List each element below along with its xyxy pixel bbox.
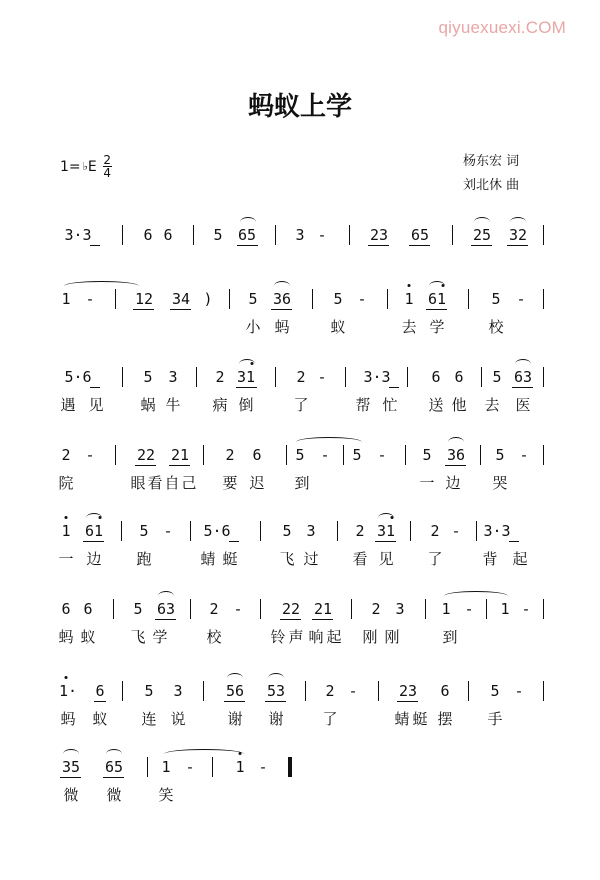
slur: [474, 217, 490, 227]
lyric: 刚: [384, 628, 400, 646]
note: 2: [209, 600, 219, 618]
note: 61: [427, 290, 447, 308]
underline: [90, 387, 100, 388]
note: 22: [136, 446, 156, 464]
underline: [236, 387, 257, 388]
lyric: 倒: [238, 396, 254, 414]
bar-line: [147, 757, 148, 777]
note: 6: [143, 226, 153, 244]
bar-line: [203, 445, 204, 465]
lyric: 见: [88, 396, 104, 414]
underline: [507, 245, 528, 246]
lyric: 蚁: [80, 628, 96, 646]
lyric: 了: [322, 710, 338, 728]
lyric: 手: [487, 710, 503, 728]
note: 5·6: [203, 522, 231, 540]
lyricist-credit: 杨东宏 词: [463, 154, 520, 169]
bar-line: [543, 681, 544, 701]
dash: -: [451, 522, 461, 540]
note: 3: [173, 682, 183, 700]
underline: [445, 465, 466, 466]
bar-line: [452, 225, 453, 245]
dash: -: [258, 758, 268, 776]
lyric: 了: [293, 396, 309, 414]
underline: [155, 619, 176, 620]
slur: [515, 359, 531, 369]
slur: [268, 673, 284, 683]
lyric: 院: [58, 474, 74, 492]
note: 1: [61, 290, 71, 308]
notation-row: [60, 222, 550, 246]
lyric: 微: [63, 786, 79, 804]
lyric: 自: [164, 474, 180, 492]
note: 25: [472, 226, 492, 244]
lyric: 见: [378, 550, 394, 568]
note: 34: [171, 290, 191, 308]
note: 5: [213, 226, 223, 244]
underline: [133, 309, 154, 310]
credits: [463, 150, 519, 198]
note: 2: [430, 522, 440, 540]
lyric: 到: [442, 628, 458, 646]
note: 1: [404, 290, 414, 308]
note: 3·3: [483, 522, 511, 540]
bar-line: [337, 521, 338, 541]
lyric: 校: [206, 628, 222, 646]
note: 22: [281, 600, 301, 618]
slur: [448, 437, 464, 447]
bar-line: [476, 521, 477, 541]
lyric: 起: [512, 550, 528, 568]
lyric: 蜻: [394, 710, 410, 728]
dash: -: [348, 682, 358, 700]
note: 3·3: [363, 368, 391, 386]
slur: [86, 513, 102, 523]
slur: [239, 359, 255, 369]
lyric: 微: [106, 786, 122, 804]
composer-credit: 刘北休 曲: [463, 178, 520, 193]
score-line-2: [60, 286, 550, 340]
bar-line: [468, 681, 469, 701]
lyric: 蜻: [200, 550, 216, 568]
lyric: 跑: [136, 550, 152, 568]
bar-line: [196, 367, 197, 387]
slur: [158, 591, 174, 601]
lyric: 去: [484, 396, 500, 414]
slur: [63, 749, 79, 759]
bar-line: [407, 367, 408, 387]
lyric: 声: [288, 628, 304, 646]
note: 21: [170, 446, 190, 464]
underline: [312, 619, 333, 620]
bar-line: [481, 367, 482, 387]
bar-line: [113, 599, 114, 619]
note: 36: [446, 446, 466, 464]
bar-line: [312, 289, 313, 309]
dash: -: [185, 758, 195, 776]
dash: -: [377, 446, 387, 464]
underline: [237, 245, 258, 246]
note: 3: [395, 600, 405, 618]
underline: [170, 309, 191, 310]
bar-line: [260, 521, 261, 541]
lyric: 响: [308, 628, 324, 646]
bar-line: [115, 445, 116, 465]
song-title: 蚂蚁上学: [247, 92, 352, 122]
lyric: 过: [303, 550, 319, 568]
note: 23: [369, 226, 389, 244]
underline: [103, 777, 124, 778]
bar-line: [305, 681, 306, 701]
lyric: 飞: [279, 550, 295, 568]
dash: -: [317, 226, 327, 244]
bar-line: [480, 445, 481, 465]
lyric: 连: [141, 710, 157, 728]
bar-line: [349, 225, 350, 245]
underline: [509, 541, 519, 542]
beats-per-bar: 2: [103, 153, 112, 167]
slur: [510, 217, 526, 227]
lyric: 谢: [268, 710, 284, 728]
note: 6: [440, 682, 450, 700]
lyric: 学: [429, 318, 445, 336]
dash: -: [464, 600, 474, 618]
underline: [169, 465, 190, 466]
lyric: 蜓: [222, 550, 238, 568]
bar-line: [486, 599, 487, 619]
note: 2: [215, 368, 225, 386]
notation-row: [60, 678, 550, 702]
underline: [280, 619, 301, 620]
note: 63: [156, 600, 176, 618]
score-line-7: [60, 678, 550, 732]
dash: -: [317, 368, 327, 386]
note: 5: [143, 368, 153, 386]
note: 6: [454, 368, 464, 386]
dash: -: [233, 600, 243, 618]
note: 5: [352, 446, 362, 464]
bar-line: [212, 757, 213, 777]
dash: -: [163, 522, 173, 540]
bar-line: [425, 599, 426, 619]
key-prefix: 1=: [60, 158, 81, 175]
lyric: 遇: [60, 396, 76, 414]
lyric: 刚: [362, 628, 378, 646]
note: 3: [295, 226, 305, 244]
underline: [90, 245, 100, 246]
note: 5: [295, 446, 305, 464]
bar-line: [468, 289, 469, 309]
note: 5: [144, 682, 154, 700]
dash: -: [516, 290, 526, 308]
note: 1: [61, 522, 71, 540]
underline: [389, 387, 399, 388]
note: 1·: [58, 682, 78, 700]
note: 1: [500, 600, 510, 618]
score-line-4: [60, 442, 550, 496]
slur: [378, 513, 394, 523]
dash: -: [514, 682, 524, 700]
slur: [444, 591, 508, 601]
lyric: 小: [245, 318, 261, 336]
bar-line: [260, 599, 261, 619]
bar-line: [121, 521, 122, 541]
note: 31: [236, 368, 256, 386]
note: 1: [441, 600, 451, 618]
score-line-1: [60, 222, 550, 246]
bar-line: [286, 445, 287, 465]
note: 3: [168, 368, 178, 386]
lyric: 到: [294, 474, 310, 492]
note: 5: [490, 682, 500, 700]
lyric: 他: [451, 396, 467, 414]
lyric: 病: [212, 396, 228, 414]
lyric: 去: [401, 318, 417, 336]
note: 65: [410, 226, 430, 244]
lyric-row: [60, 784, 550, 808]
slur: [240, 217, 256, 227]
note: 1: [235, 758, 245, 776]
underline: [135, 465, 156, 466]
lyric: 己: [181, 474, 197, 492]
lyric: 起: [326, 628, 342, 646]
note: 32: [508, 226, 528, 244]
dash: -: [357, 290, 367, 308]
note: 2: [325, 682, 335, 700]
dash: -: [521, 600, 531, 618]
bar-line: [410, 521, 411, 541]
lyric: 蚁: [330, 318, 346, 336]
lyric: 蚂: [60, 710, 76, 728]
lyric: 蚁: [92, 710, 108, 728]
score-line-3: [60, 364, 550, 418]
bar-line: [345, 367, 346, 387]
lyric: 笑: [158, 786, 174, 804]
lyric: 蜓: [412, 710, 428, 728]
note: 53: [266, 682, 286, 700]
underline: [375, 541, 396, 542]
note: 2: [355, 522, 365, 540]
note: 6: [163, 226, 173, 244]
underline: [426, 309, 447, 310]
note: 5: [282, 522, 292, 540]
notation-row: [60, 364, 550, 388]
flat-sign: ♭: [82, 160, 88, 173]
bar-line: [229, 289, 230, 309]
note: 35: [61, 758, 81, 776]
note: 6: [431, 368, 441, 386]
bar-line: [122, 367, 123, 387]
lyric: 校: [488, 318, 504, 336]
beat-unit: 4: [103, 166, 112, 180]
score-line-6: [60, 596, 550, 650]
note: 5: [333, 290, 343, 308]
lyric: 看: [147, 474, 163, 492]
bar-line: [122, 681, 123, 701]
lyric: 帮: [355, 396, 371, 414]
bar-line: [543, 367, 544, 387]
lyric: 背: [482, 550, 498, 568]
note: 65: [237, 226, 257, 244]
bar-line: [543, 289, 544, 309]
lyric: 谢: [227, 710, 243, 728]
high-octave-dot: [65, 516, 68, 519]
notation-row: [60, 754, 550, 778]
lyric: 一: [419, 474, 435, 492]
lyric-row: [60, 394, 550, 418]
note: 6: [95, 682, 105, 700]
high-octave-dot: [65, 676, 68, 679]
note: 1: [161, 758, 171, 776]
bar-line: [543, 445, 544, 465]
slur: [64, 281, 139, 291]
lyric: 蚂: [58, 628, 74, 646]
score-line-5: [60, 518, 550, 572]
underline: [512, 387, 533, 388]
notation-row: [60, 518, 550, 542]
note: 6: [252, 446, 262, 464]
note: 21: [313, 600, 333, 618]
lyric: 一: [58, 550, 74, 568]
lyric: 铃: [270, 628, 286, 646]
lyric: 医: [515, 396, 531, 414]
note: 5: [422, 446, 432, 464]
lyric: 哭: [492, 474, 508, 492]
notation-row: [60, 286, 550, 310]
bar-line: [405, 445, 406, 465]
high-octave-dot: [408, 284, 411, 287]
lyric: 送: [428, 396, 444, 414]
underline: [94, 701, 106, 702]
note: 65: [104, 758, 124, 776]
notation-row: [60, 442, 550, 466]
note: 2: [225, 446, 235, 464]
underline: [368, 245, 389, 246]
score-line-8: [60, 754, 550, 808]
dash: -: [85, 446, 95, 464]
note: 3·3: [64, 226, 92, 244]
note: 5: [495, 446, 505, 464]
slur: [227, 673, 243, 683]
bar-line: [543, 599, 544, 619]
dash: -: [85, 290, 95, 308]
bar-line: [387, 289, 388, 309]
bar-line: [378, 681, 379, 701]
note: 5: [248, 290, 258, 308]
underline: [83, 541, 104, 542]
dash: -: [320, 446, 330, 464]
note: 2: [296, 368, 306, 386]
lyric-row: [60, 548, 550, 572]
lyric-row: [60, 708, 550, 732]
note: 2: [61, 446, 71, 464]
note: 36: [272, 290, 292, 308]
lyric: 蜗: [140, 396, 156, 414]
bar-line: [543, 225, 544, 245]
underline: [60, 777, 81, 778]
site-watermark: qiyuexuexi.COM: [438, 18, 566, 37]
dash: -: [519, 446, 529, 464]
slur: [164, 749, 244, 759]
lyric: 要: [222, 474, 238, 492]
note: 5: [491, 290, 501, 308]
key-signature: [60, 154, 112, 179]
lyric: 忙: [382, 396, 398, 414]
note: 3: [306, 522, 316, 540]
lyric: 学: [152, 628, 168, 646]
note: 6: [61, 600, 71, 618]
lyric: 蚂: [274, 318, 290, 336]
high-octave-dot: [239, 752, 242, 755]
underline: [265, 701, 286, 702]
underline: [409, 245, 430, 246]
lyric: 说: [170, 710, 186, 728]
lyric: 摆: [437, 710, 453, 728]
lyric: 看: [352, 550, 368, 568]
underline: [229, 541, 239, 542]
underline: [271, 309, 292, 310]
lyric-row: [60, 316, 550, 340]
bar-line: [193, 225, 194, 245]
bar-line: [203, 681, 204, 701]
lyric-row: [60, 626, 550, 650]
note: 23: [398, 682, 418, 700]
note: 61: [84, 522, 104, 540]
note: 12: [134, 290, 154, 308]
final-bar-line: [288, 757, 292, 777]
bar-line: [275, 225, 276, 245]
notation-row: [60, 596, 550, 620]
key-note: E: [87, 158, 97, 175]
lyric: 牛: [165, 396, 181, 414]
bar-line: [115, 289, 116, 309]
slur: [274, 281, 290, 291]
lyric: 边: [86, 550, 102, 568]
bar-line: [190, 599, 191, 619]
lyric: 边: [445, 474, 461, 492]
bar-line: [343, 445, 344, 465]
note: 31: [376, 522, 396, 540]
bar-line: [190, 521, 191, 541]
underline: [224, 701, 245, 702]
bar-line: [122, 225, 123, 245]
lyric: 眼: [130, 474, 146, 492]
lyric: 了: [427, 550, 443, 568]
lyric-row: [60, 472, 550, 496]
note: 5: [133, 600, 143, 618]
underline: [471, 245, 492, 246]
note: 5: [492, 368, 502, 386]
note: 63: [513, 368, 533, 386]
note: 6: [83, 600, 93, 618]
slur: [429, 281, 445, 291]
time-signature: [103, 154, 112, 179]
lyric: 飞: [130, 628, 146, 646]
note: 56: [225, 682, 245, 700]
bar-line: [275, 367, 276, 387]
bar-line: [351, 599, 352, 619]
note: 5: [139, 522, 149, 540]
underline: [397, 701, 418, 702]
note: 2: [371, 600, 381, 618]
paren: ): [203, 290, 213, 308]
note: 5·6: [64, 368, 92, 386]
lyric: 迟: [249, 474, 265, 492]
slur: [106, 749, 122, 759]
